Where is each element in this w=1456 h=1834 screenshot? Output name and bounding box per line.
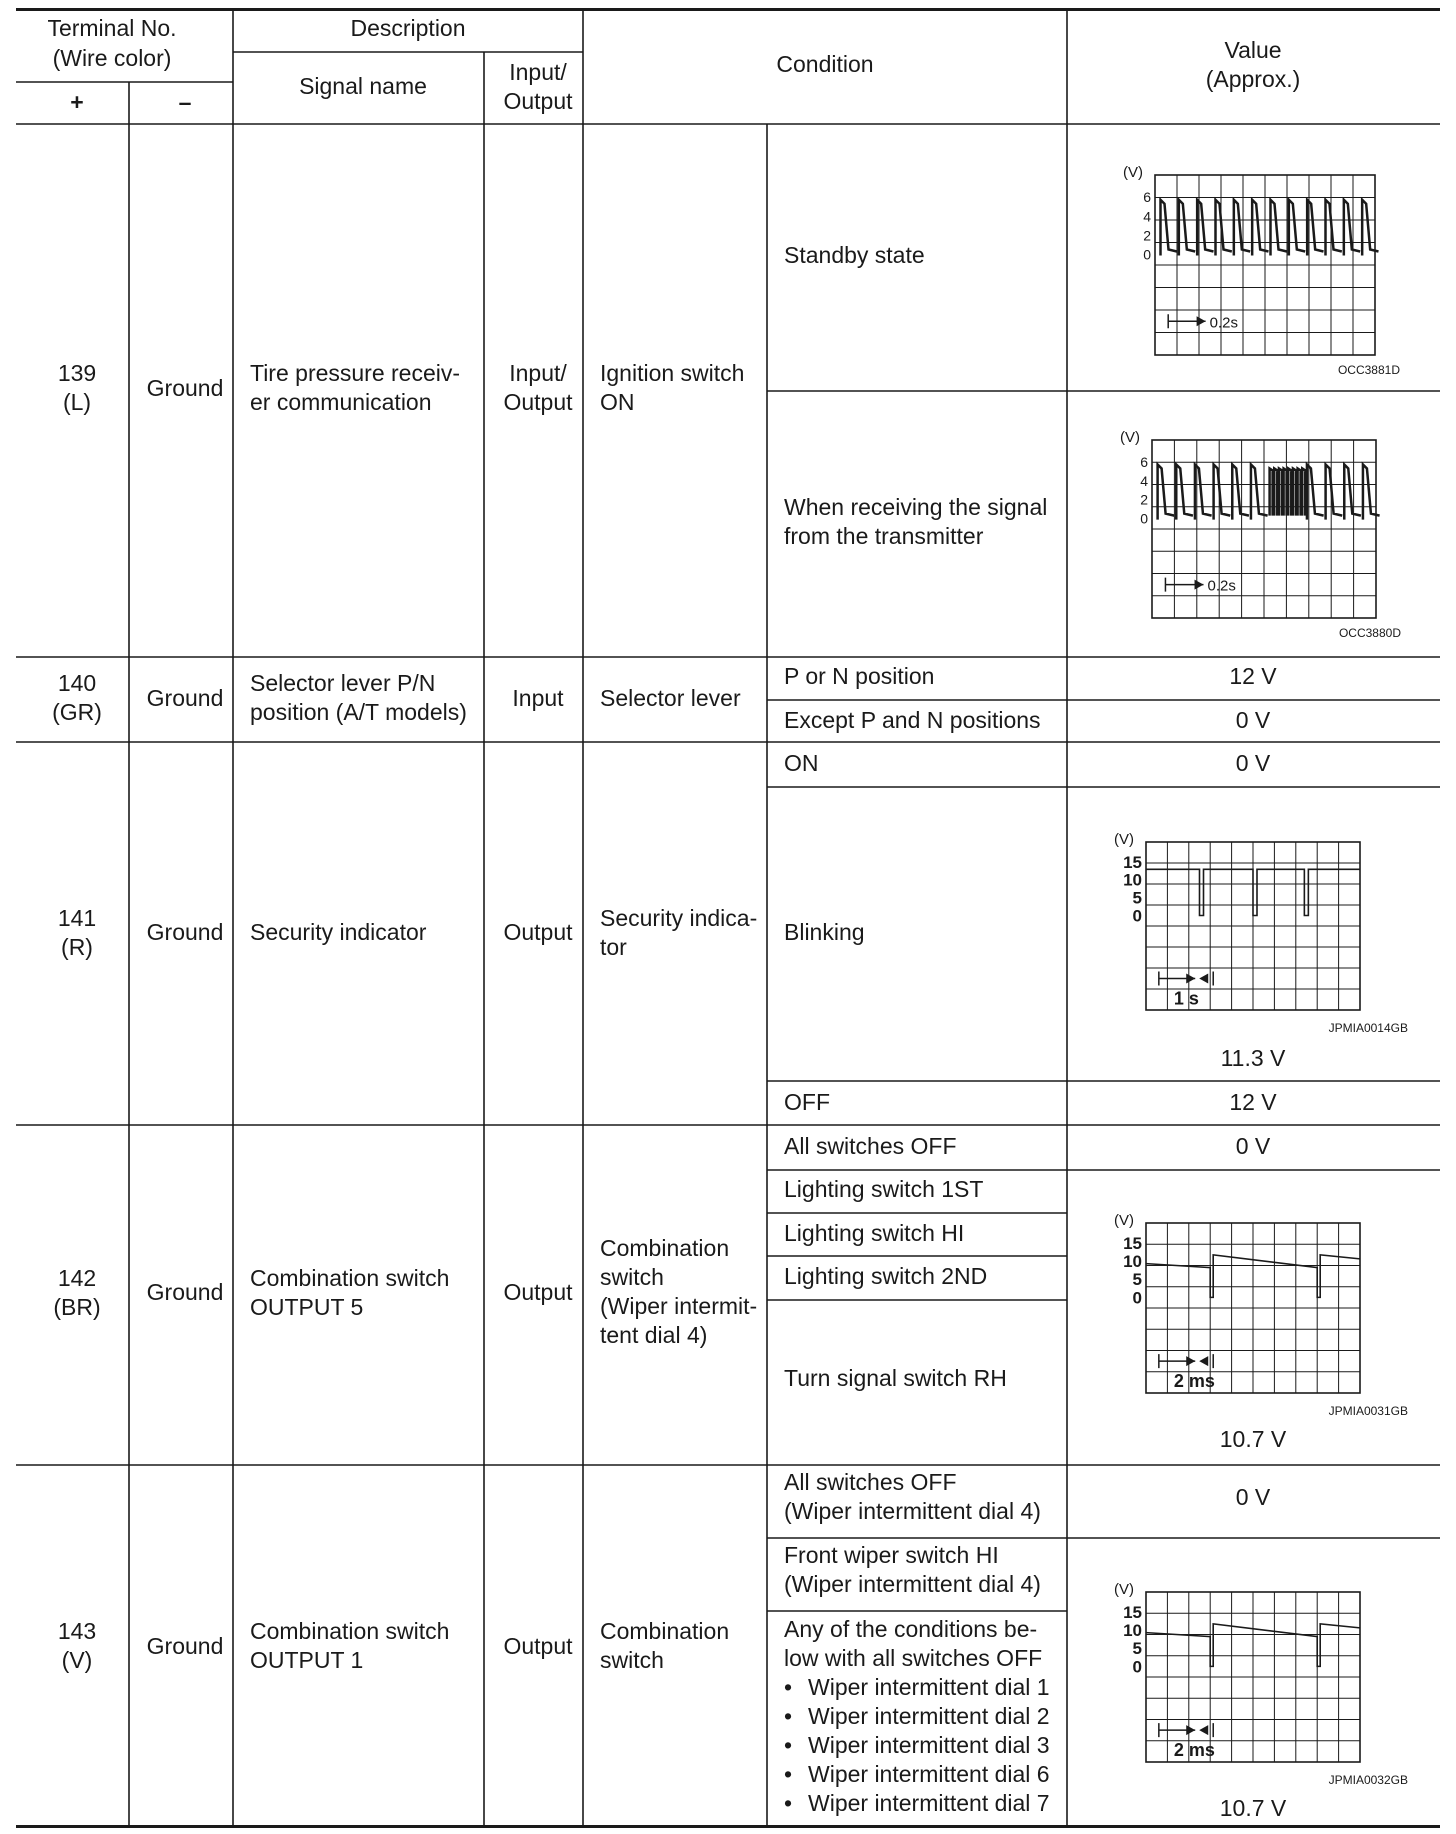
bullet-item: Wiper intermittent dial 6 — [808, 1761, 1050, 1787]
table-row — [52, 663, 1277, 733]
condition-label: Security indica- — [600, 905, 758, 931]
figure-code: OCC3881D — [1337, 363, 1400, 377]
bullet-item: Wiper intermittent dial 2 — [808, 1703, 1050, 1729]
sub-condition: ON — [784, 750, 819, 776]
condition-label: tor — [600, 934, 627, 960]
scope-time-label: 2 ms — [1173, 1371, 1215, 1392]
scope-time-arrow-head — [1186, 1356, 1195, 1366]
sub-condition: Lighting switch 1ST — [784, 1176, 984, 1202]
terminal-number: 141 — [57, 905, 97, 931]
condition-label: Selector lever — [600, 685, 741, 711]
ground-label: Ground — [146, 375, 224, 401]
sub-condition: Turn signal switch RH — [784, 1365, 1007, 1391]
sub-condition: When receiving the signal — [784, 494, 1048, 520]
svg-text:•: • — [784, 1703, 793, 1729]
sub-condition: Front wiper switch HI — [784, 1542, 999, 1568]
sub-condition: Blinking — [784, 919, 865, 945]
scope-trace — [1146, 869, 1360, 915]
wire-color: (BR) — [53, 1294, 101, 1320]
signal-name: OUTPUT 1 — [250, 1647, 364, 1673]
scope-tick-label: 6 — [1140, 453, 1148, 470]
svg-text:•: • — [784, 1790, 793, 1816]
scope-time-arrow-head — [1199, 1356, 1208, 1366]
io-label: Output — [503, 389, 573, 415]
scope-tick-label: 10 — [1123, 1252, 1142, 1272]
scope-time-arrow-head — [1199, 1725, 1208, 1735]
wire-color: (R) — [61, 934, 93, 960]
sub-condition: Lighting switch HI — [784, 1220, 965, 1246]
table-row — [58, 750, 1408, 1115]
header-terminal-no: Terminal No. — [47, 15, 177, 41]
bottom-rule — [16, 1825, 1440, 1828]
wire-color: (GR) — [52, 699, 102, 725]
scope-time-arrow-head — [1197, 316, 1206, 326]
oscilloscope-waveform — [1114, 1581, 1408, 1787]
sub-condition: Any of the conditions be- — [784, 1616, 1038, 1642]
header-value: Value — [1224, 37, 1282, 63]
value-text: 10.7 V — [1219, 1795, 1287, 1821]
terminal-number: 142 — [57, 1265, 97, 1291]
io-label: Output — [503, 1633, 573, 1659]
figure-code: OCC3880D — [1338, 626, 1401, 640]
scope-time-label: 2 ms — [1173, 1740, 1215, 1761]
scope-tick-label: 5 — [1132, 1639, 1142, 1659]
signal-name: Security indicator — [250, 919, 427, 945]
svg-text:•: • — [784, 1732, 793, 1758]
figure-code: JPMIA0032GB — [1328, 1773, 1408, 1787]
scope-time-arrow-head — [1186, 1725, 1195, 1735]
scope-tick-label: 4 — [1143, 208, 1151, 225]
scope-time-label: 0.2s — [1207, 577, 1236, 595]
condition-label: Combination — [600, 1235, 730, 1261]
scope-time-arrow-head — [1195, 580, 1204, 590]
oscilloscope-waveform — [1120, 429, 1401, 640]
table-row — [58, 1469, 1408, 1821]
bullet-item: Wiper intermittent dial 1 — [808, 1674, 1050, 1700]
value-text: 10.7 V — [1219, 1426, 1287, 1452]
sub-condition: Lighting switch 2ND — [784, 1263, 988, 1289]
sub-condition: (Wiper intermittent dial 4) — [784, 1498, 1041, 1524]
terminal-number: 139 — [57, 360, 97, 386]
top-rule — [16, 8, 1440, 11]
oscilloscope-waveform — [1114, 1212, 1408, 1418]
scope-tick-label: 15 — [1123, 852, 1142, 872]
value-text: 0 V — [1235, 1133, 1271, 1159]
scope-unit-label: (V) — [1114, 1581, 1134, 1598]
header-io-line2: Output — [503, 88, 573, 114]
sub-condition: (Wiper intermittent dial 4) — [784, 1571, 1041, 1597]
scope-tick-label: 2 — [1143, 227, 1151, 244]
scope-tick-label: 5 — [1132, 888, 1142, 908]
ground-label: Ground — [146, 919, 224, 945]
scope-unit-label: (V) — [1123, 164, 1143, 181]
value-text: 11.3 V — [1220, 1045, 1286, 1071]
bullet-list — [784, 1674, 1050, 1816]
scope-time-arrow-head — [1199, 974, 1208, 984]
condition-label: Combination — [600, 1618, 730, 1644]
io-label: Output — [503, 1279, 573, 1305]
svg-text:•: • — [784, 1761, 793, 1787]
sub-condition: All switches OFF — [784, 1469, 957, 1495]
scope-tick-label: 5 — [1132, 1270, 1142, 1290]
header-plus: + — [70, 89, 84, 115]
oscilloscope-waveform — [1114, 831, 1408, 1035]
header-description: Description — [350, 15, 466, 41]
scope-time-label: 0.2s — [1209, 314, 1238, 332]
condition-label: switch — [600, 1264, 664, 1290]
scope-tick-label: 0 — [1132, 906, 1142, 926]
condition-label: switch — [600, 1647, 664, 1673]
value-text: 0 V — [1235, 707, 1271, 733]
ground-label: Ground — [146, 1279, 224, 1305]
scope-tick-label: 15 — [1123, 1234, 1142, 1254]
header-approx: (Approx.) — [1205, 66, 1301, 92]
scope-time-label: 1 s — [1173, 988, 1199, 1009]
ground-label: Ground — [146, 1633, 224, 1659]
sub-condition: OFF — [784, 1089, 830, 1115]
sub-condition: low with all switches OFF — [784, 1645, 1043, 1671]
header-signal-name: Signal name — [299, 73, 427, 99]
scope-tick-label: 10 — [1123, 1621, 1142, 1641]
scope-unit-label: (V) — [1114, 831, 1134, 848]
terminal-number: 140 — [57, 670, 97, 696]
condition-label: Ignition switch — [600, 360, 745, 386]
oscilloscope-waveform — [1123, 164, 1400, 377]
table-header — [47, 15, 1300, 115]
signal-name: Tire pressure receiv- — [250, 360, 461, 386]
header-condition: Condition — [776, 51, 874, 77]
value-text: 0 V — [1235, 750, 1271, 776]
svg-text:•: • — [784, 1674, 793, 1700]
wire-color: (V) — [61, 1647, 93, 1673]
scope-tick-label: 4 — [1140, 472, 1148, 489]
sub-condition: P or N position — [784, 663, 935, 689]
scope-tick-label: 0 — [1132, 1288, 1142, 1308]
sub-condition: All switches OFF — [784, 1133, 957, 1159]
value-text: 12 V — [1229, 1089, 1277, 1115]
scope-tick-label: 0 — [1140, 510, 1148, 527]
io-label: Input — [512, 685, 564, 711]
scope-trace — [1158, 464, 1380, 519]
scope-tick-label: 10 — [1123, 870, 1142, 890]
scope-unit-label: (V) — [1120, 429, 1140, 446]
figure-code: JPMIA0031GB — [1328, 1404, 1408, 1418]
wire-color: (L) — [62, 389, 92, 415]
condition-label: tent dial 4) — [600, 1322, 708, 1348]
figure-code: JPMIA0014GB — [1328, 1021, 1408, 1035]
scope-tick-label: 6 — [1143, 189, 1151, 206]
bullet-item: Wiper intermittent dial 3 — [808, 1732, 1050, 1758]
scope-tick-label: 0 — [1132, 1657, 1142, 1677]
table-row — [53, 1133, 1408, 1452]
signal-name: OUTPUT 5 — [250, 1294, 364, 1320]
scope-tick-label: 2 — [1140, 491, 1148, 508]
signal-name: position (A/T models) — [250, 699, 467, 725]
signal-name: er communication — [250, 389, 432, 415]
header-minus: – — [178, 89, 192, 115]
bullet-item: Wiper intermittent dial 7 — [808, 1790, 1050, 1816]
header-wire-color: (Wire color) — [52, 45, 172, 71]
signal-name: Combination switch — [250, 1265, 450, 1291]
condition-label: (Wiper intermit- — [600, 1293, 758, 1319]
io-label: Input/ — [509, 360, 567, 386]
table-row — [58, 164, 1402, 640]
ground-label: Ground — [146, 685, 224, 711]
scope-unit-label: (V) — [1114, 1212, 1134, 1229]
sub-condition: from the transmitter — [784, 523, 984, 549]
sub-condition: Standby state — [784, 242, 925, 268]
signal-name: Selector lever P/N — [250, 670, 436, 696]
io-label: Output — [503, 919, 573, 945]
condition-label: ON — [600, 389, 635, 415]
scope-time-arrow-head — [1186, 974, 1195, 984]
signal-name: Combination switch — [250, 1618, 450, 1644]
terminal-number: 143 — [57, 1618, 97, 1644]
scope-tick-label: 0 — [1143, 246, 1151, 263]
header-io-line1: Input/ — [509, 59, 567, 85]
value-text: 12 V — [1229, 663, 1277, 689]
scope-trace — [1161, 200, 1379, 256]
value-text: 0 V — [1235, 1484, 1271, 1510]
scope-tick-label: 15 — [1123, 1603, 1142, 1623]
sub-condition: Except P and N positions — [784, 707, 1041, 733]
